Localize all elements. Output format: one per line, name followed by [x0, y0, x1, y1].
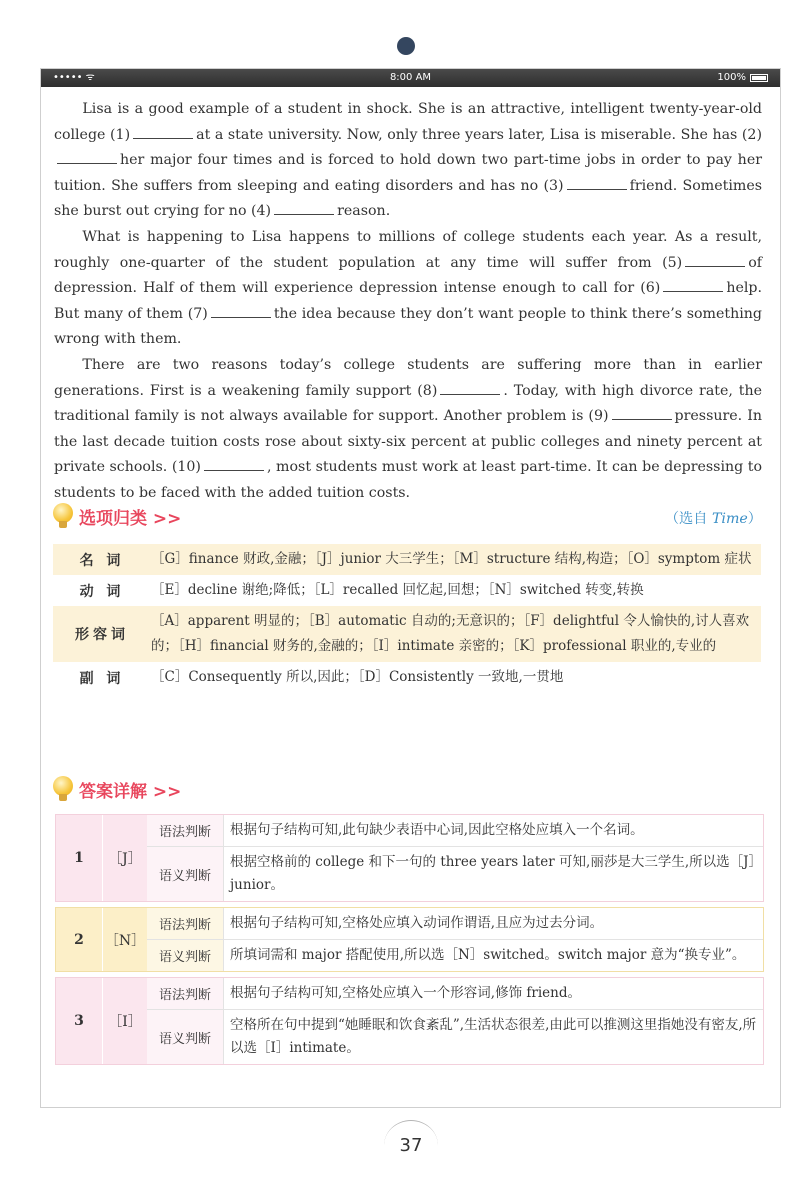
answer-number: 3 [56, 978, 102, 1064]
category-text: ［G］finance 财政,金融；［J］junior 大三学生；［M］structure 结构,构造；［O］symptom 症状 [151, 551, 752, 567]
battery-status [717, 69, 768, 87]
explanation-type: 语义判断 [147, 1010, 224, 1064]
category-label: 名 词 [79, 552, 125, 569]
blank-10 [204, 458, 264, 471]
explanation-type: 语法判断 [147, 815, 224, 846]
signal-indicator: ••••• ᯤ [53, 72, 95, 83]
blank-8 [440, 382, 500, 395]
passage-source: （选自 Time） [664, 510, 762, 527]
battery-percent: 100% [717, 72, 746, 83]
category-label: 副 词 [79, 670, 125, 687]
passage-paragraph-2: What is happening to Lisa happens to millions of college students each year. As a result, roughly one-quarter of the student population at any time will suffer from (5) of depression. Half of them will experience depression intense enough to call for (6) help. But many of them (7) the idea because they don’t want people to think there’s something wrong with them. [54, 228, 762, 348]
answer-number: 1 [56, 815, 102, 901]
explanation-row [147, 908, 763, 940]
answers-table [55, 814, 764, 1070]
answer-block-2 [55, 907, 764, 972]
option-row-adverb [53, 662, 761, 693]
explanation-row [147, 847, 763, 901]
answer-key: ［I］ [102, 978, 147, 1064]
explanation-text: 根据句子结构可知,空格处应填入动词作谓语,且应为过去分词。 [224, 908, 763, 939]
status-time: 8:00 AM [389, 72, 432, 83]
options-section-title: 选项归类 >> [53, 503, 181, 529]
option-row-noun [53, 544, 761, 575]
blank-5 [685, 254, 745, 267]
blank-6 [663, 279, 723, 292]
blank-9 [612, 407, 672, 420]
options-table [53, 544, 761, 693]
explanation-type: 语法判断 [147, 908, 224, 939]
camera-dot [397, 37, 415, 55]
explanation-type: 语义判断 [147, 940, 224, 971]
answer-number: 2 [56, 908, 102, 971]
option-row-verb [53, 575, 761, 606]
explanation-text: 根据句子结构可知,此句缺少表语中心词,因此空格处应填入一个名词。 [224, 815, 763, 846]
tablet-screen [40, 68, 781, 1108]
passage-paragraph-1: Lisa is a good example of a student in shock. She is an attractive, intelligent twenty-year-old college (1) at a state university. Now, only three years later, Lisa is miserable. She has (2)her major four times and is forced to hold down two part-time jobs in order to pay her tuition. She suffers from sleeping and eating disorders and has no (3) friend. Sometimes she burst out crying for no (4) reason. [54, 101, 763, 220]
explanation-type: 语义判断 [147, 847, 224, 901]
explanation-text: 所填词需和 major 搭配使用,所以选［N］switched。switch major 意为“换专业”。 [224, 940, 763, 971]
answer-key: ［J］ [102, 815, 147, 901]
category-text: ［E］decline 谢绝;降低；［L］recalled 回忆起,回想；［N］switched 转变,转换 [151, 582, 644, 598]
blank-7 [211, 305, 271, 318]
explanation-row [147, 940, 763, 971]
cloze-passage [54, 97, 762, 532]
option-row-adjective [53, 606, 761, 662]
blank-1 [133, 126, 193, 139]
status-bar [41, 69, 780, 87]
category-label: 形容词 [75, 627, 129, 643]
answer-block-1 [55, 814, 764, 902]
explanation-text: 根据空格前的 college 和下一句的 three years later 可知,丽莎是大三学生,所以选［J］junior。 [224, 847, 763, 901]
explanation-row [147, 978, 763, 1010]
blank-4 [274, 202, 334, 215]
category-text: ［C］Consequently 所以,因此；［D］Consistently 一致地,一贯地 [151, 669, 564, 685]
blank-2 [57, 151, 117, 164]
passage-paragraph-3: There are two reasons today’s college students are suffering more than in earlier generations. First is a weakening family support (8) . Today, with high divorce rate, the traditional family is not always available for support. Another problem is (9) pressure. In the last decade tuition costs rose about sixty-six percent at public colleges and ninety percent at private schools. (10) , most students must work at least part-time. It can be depressing to students to be faced with the added tuition costs. [54, 356, 762, 501]
explanation-row [147, 815, 763, 847]
explanation-text: 根据句子结构可知,空格处应填入一个形容词,修饰 friend。 [224, 978, 763, 1009]
category-text: ［A］apparent 明显的；［B］automatic 自动的;无意识的；［F］delightful 令人愉快的,讨人喜欢的；［H］financial 财务的,金融的；［I］intimate 亲密的；［K］professional 职业的,专业的 [151, 613, 750, 654]
answer-key: ［N］ [102, 908, 147, 971]
blank-3 [567, 177, 627, 190]
answers-section-title: 答案详解 >> [53, 776, 181, 802]
explanation-row [147, 1010, 763, 1064]
answer-block-3 [55, 977, 764, 1065]
battery-icon [750, 74, 768, 82]
lightbulb-icon [53, 776, 73, 802]
page-number: 37 [384, 1120, 438, 1171]
lightbulb-icon [53, 503, 73, 529]
explanation-type: 语法判断 [147, 978, 224, 1009]
explanation-text: 空格所在句中提到“她睡眠和饮食紊乱”,生活状态很差,由此可以推测这里指她没有密友,所以选［I］intimate。 [224, 1010, 763, 1064]
category-label: 动 词 [79, 583, 125, 600]
